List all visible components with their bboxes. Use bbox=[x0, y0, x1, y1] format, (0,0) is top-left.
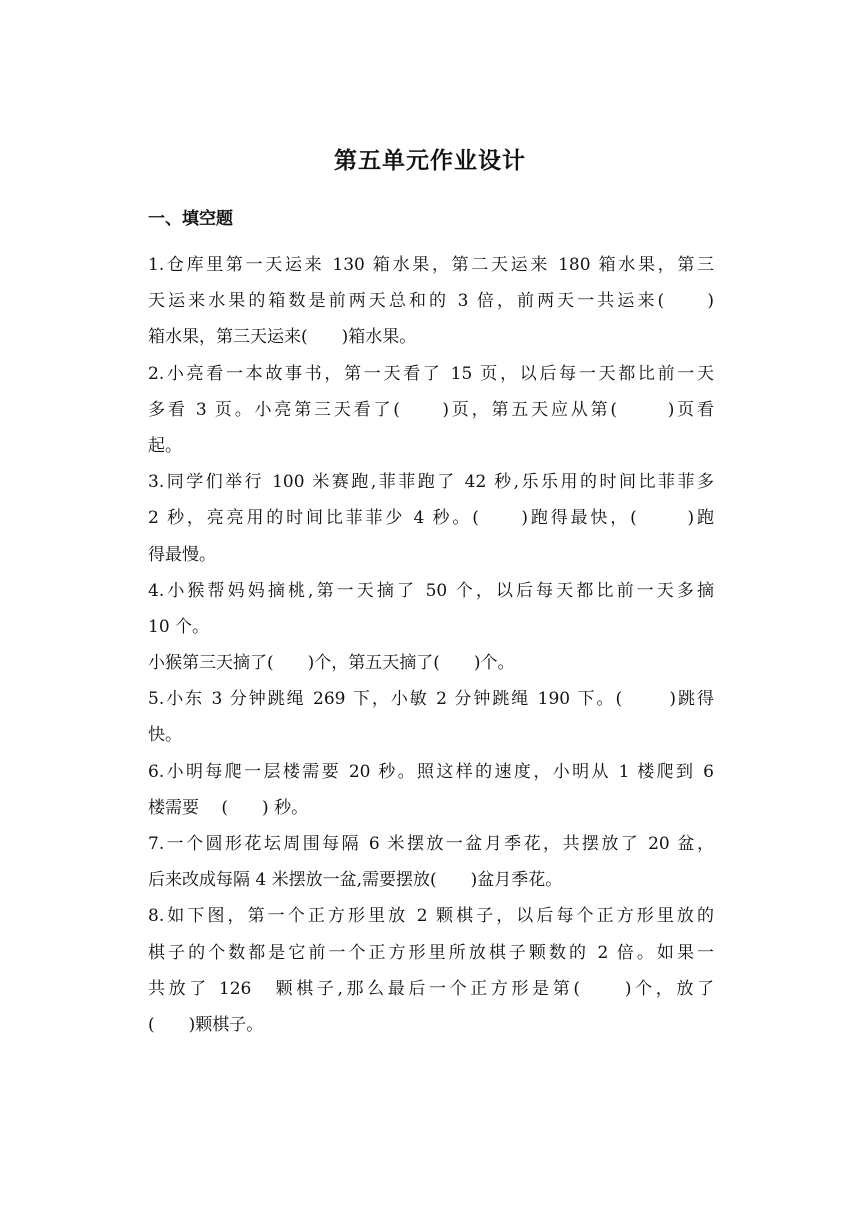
text-line: 共放了 126 颗棋子,那么最后一个正方形是第( )个，放了 bbox=[148, 978, 714, 999]
text-line: 6.小明每爬一层楼需要 20 秒。照这样的速度，小明从 1 楼爬到 6 bbox=[148, 761, 714, 782]
text-line: 2 秒，亮亮用的时间比菲菲少 4 秒。( )跑得最快，( )跑 bbox=[148, 508, 714, 529]
text-line: 棋子的个数都是它前一个正方形里所放棋子颗数的 2 倍。如果一 bbox=[148, 942, 714, 963]
text-line: 2.小亮看一本故事书，第一天看了 15 页，以后每一天都比前一天 bbox=[148, 363, 714, 384]
text-line: 得最慢。 bbox=[148, 544, 216, 565]
text-line: 4.小猴帮妈妈摘桃,第一天摘了 50 个，以后每天都比前一天多摘 bbox=[148, 580, 714, 601]
text-line: 天运来水果的箱数是前两天总和的 3 倍，前两天一共运来( ) bbox=[148, 291, 714, 312]
text-line: 楼需要 ( ) 秒。 bbox=[148, 797, 309, 818]
text-line: 后来改成每隔 4 米摆放一盆,需要摆放( )盆月季花。 bbox=[148, 870, 563, 891]
question-list bbox=[148, 247, 714, 1043]
text-line: 快。 bbox=[148, 725, 182, 746]
text-line: 小猴第三天摘了( )个，第五天摘了( )个。 bbox=[148, 653, 515, 674]
text-line: 10 个。 bbox=[148, 616, 210, 637]
text-line: 8.如下图，第一个正方形里放 2 颗棋子，以后每个正方形里放的 bbox=[148, 906, 714, 927]
text-line: ( )颗棋子。 bbox=[148, 1014, 264, 1035]
text-line: 起。 bbox=[148, 435, 182, 456]
text-line: 5.小东 3 分钟跳绳 269 下，小敏 2 分钟跳绳 190 下。( )跳得 bbox=[148, 689, 714, 710]
text-line: 箱水果，第三天运来( )箱水果。 bbox=[148, 327, 417, 348]
page-title: 第五单元作业设计 bbox=[334, 148, 526, 174]
text-line: 多看 3 页。小亮第三天看了( )页，第五天应从第( )页看 bbox=[148, 399, 714, 420]
section-heading: 一、填空题 bbox=[148, 209, 233, 229]
text-line: 1.仓库里第一天运来 130 箱水果，第二天运来 180 箱水果，第三 bbox=[148, 255, 714, 275]
text-line: 3.同学们举行 100 米赛跑,菲菲跑了 42 秒,乐乐用的时间比菲菲多 bbox=[148, 472, 714, 493]
text-line: 7.一个圆形花坛周围每隔 6 米摆放一盆月季花，共摆放了 20 盆， bbox=[148, 834, 714, 854]
